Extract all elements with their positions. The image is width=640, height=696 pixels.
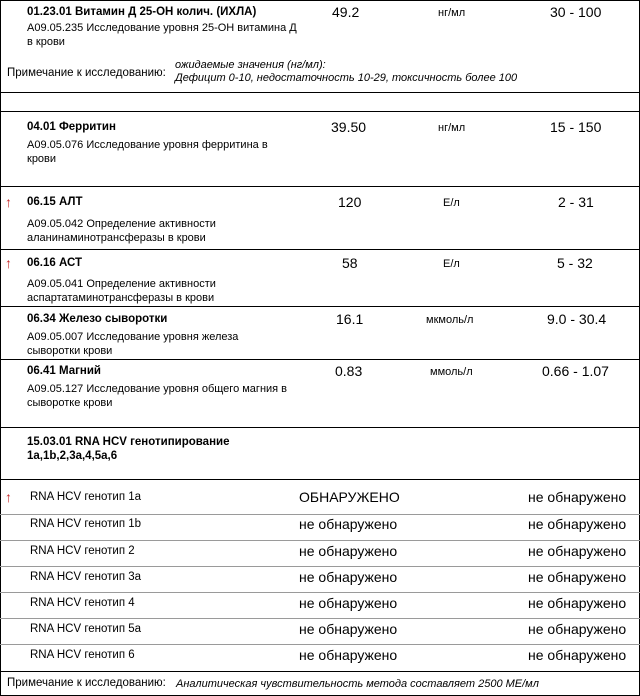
genotype-name: RNA HCV генотип 3a xyxy=(30,571,142,583)
genotype-result: не обнаружено xyxy=(299,516,398,532)
flag-up-icon: ↑ xyxy=(5,255,12,271)
flag-up-icon: ↑ xyxy=(5,489,12,505)
test-code: 06.16 АСТ xyxy=(27,257,83,269)
note-text: Аналитическая чувствительность метода составляет 2500 МЕ/мл xyxy=(176,678,539,690)
rule xyxy=(0,249,640,250)
rule xyxy=(0,359,640,360)
genotype-name: RNA HCV генотип 1a xyxy=(30,491,142,503)
genotype-reference: не обнаружено xyxy=(528,621,627,637)
note-line: Дефицит 0-10, недостаточность 10-29, токсичность более 100 xyxy=(175,72,518,84)
rule xyxy=(0,592,640,593)
genotype-result: не обнаружено xyxy=(299,647,398,663)
test-reference: 2 - 31 xyxy=(558,194,594,210)
genotype-result: не обнаружено xyxy=(299,595,398,611)
test-unit: мкмоль/л xyxy=(426,314,474,326)
note-label: Примечание к исследованию: xyxy=(7,677,166,689)
test-description: A09.05.235 Исследование уровня 25-ОН витамина Д в крови xyxy=(27,22,297,48)
test-reference: 30 - 100 xyxy=(550,4,602,20)
rule xyxy=(0,0,640,1)
genotype-reference: не обнаружено xyxy=(528,543,627,559)
rule xyxy=(0,618,640,619)
rule xyxy=(0,92,640,93)
test-description: A09.05.042 Определение активности аланинаминотрансферазы в крови xyxy=(27,218,216,244)
rule xyxy=(0,671,640,672)
genotype-name: RNA HCV генотип 6 xyxy=(30,649,135,661)
genotype-result: не обнаружено xyxy=(299,569,398,585)
genotype-reference: не обнаружено xyxy=(528,647,627,663)
test-code: 04.01 Ферритин xyxy=(27,121,116,133)
test-code: 06.34 Железо сыворотки xyxy=(27,313,168,325)
note-label: Примечание к исследованию: xyxy=(7,67,166,79)
test-reference: 9.0 - 30.4 xyxy=(547,311,607,327)
genotype-name: RNA HCV генотип 2 xyxy=(30,545,135,557)
rule xyxy=(0,514,640,515)
test-value: 58 xyxy=(342,255,358,271)
test-unit: нг/мл xyxy=(438,7,466,19)
flag-up-icon: ↑ xyxy=(5,194,12,210)
test-code: 01.23.01 Витамин Д 25-ОН колич. (ИХЛА) xyxy=(27,6,257,18)
genotype-reference: не обнаружено xyxy=(528,569,627,585)
genotype-result: ОБНАРУЖЕНО xyxy=(299,489,400,505)
note-line: ожидаемые значения (нг/мл): xyxy=(175,59,326,71)
rule xyxy=(0,566,640,567)
genotype-name: RNA HCV генотип 4 xyxy=(30,597,135,609)
test-reference: 0.66 - 1.07 xyxy=(542,363,609,379)
test-description: A09.05.041 Определение активности аспартатаминотрансферазы в крови xyxy=(27,278,216,304)
genotype-reference: не обнаружено xyxy=(528,595,627,611)
genotype-reference: не обнаружено xyxy=(528,489,627,505)
test-description: A09.05.007 Исследование уровня железа сыворотки крови xyxy=(27,331,239,357)
test-description: A09.05.076 Исследование уровня ферритина в крови xyxy=(27,139,268,165)
test-value: 39.50 xyxy=(331,119,367,135)
test-code: 06.15 АЛТ xyxy=(27,196,83,208)
rule xyxy=(0,306,640,307)
test-unit: Е/л xyxy=(443,197,460,209)
rule xyxy=(0,186,640,187)
rule xyxy=(0,644,640,645)
test-reference: 5 - 32 xyxy=(557,255,593,271)
rule xyxy=(0,479,640,480)
test-unit: Е/л xyxy=(443,258,460,270)
rule xyxy=(0,427,640,428)
test-value: 120 xyxy=(338,194,362,210)
genotype-reference: не обнаружено xyxy=(528,516,627,532)
test-value: 49.2 xyxy=(332,4,360,20)
genotype-name: RNA HCV генотип 5a xyxy=(30,623,142,635)
rule xyxy=(0,540,640,541)
test-value: 16.1 xyxy=(336,311,364,327)
hcv-title: 15.03.01 RNA HCV генотипирование xyxy=(27,436,230,448)
rule xyxy=(0,111,640,112)
genotype-result: не обнаружено xyxy=(299,621,398,637)
hcv-subtitle: 1a,1b,2,3a,4,5a,6 xyxy=(27,450,118,462)
test-unit: ммоль/л xyxy=(430,366,473,378)
test-reference: 15 - 150 xyxy=(550,119,602,135)
test-description: A09.05.127 Исследование уровня общего магния в сыворотке крови xyxy=(27,383,288,409)
test-code: 06.41 Магний xyxy=(27,365,101,377)
genotype-result: не обнаружено xyxy=(299,543,398,559)
genotype-name: RNA HCV генотип 1b xyxy=(30,518,142,530)
test-unit: нг/мл xyxy=(438,122,466,134)
test-value: 0.83 xyxy=(335,363,363,379)
